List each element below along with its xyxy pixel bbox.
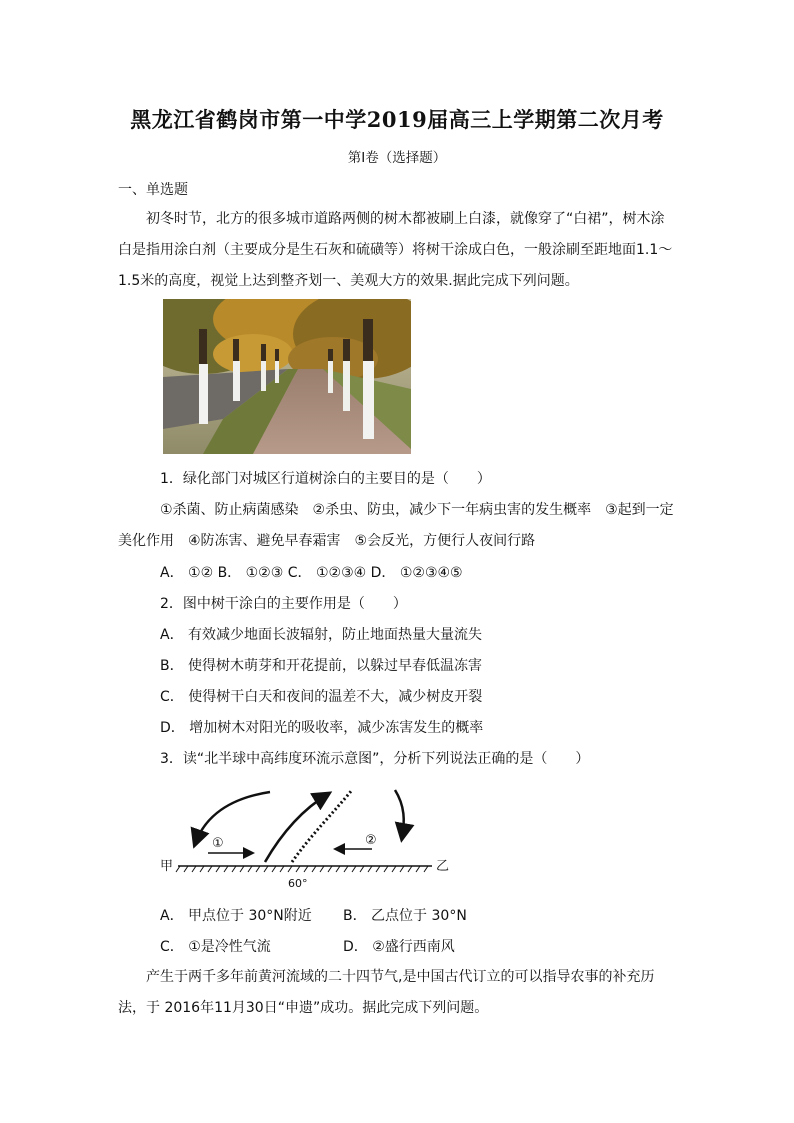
latitude-label: 60° [288,877,308,890]
marker-1: ① [212,836,224,851]
circulation-diagram [160,786,460,890]
q2-option-b: B． 使得树木萌芽和开花提前，以躲过早春低温冻害 [160,658,483,674]
q2-stem: 2．图中树干涂白的主要作用是（ ） [160,596,407,612]
q2-option-c: C． 使得树干白天和夜间的温差不大，减少树皮开裂 [160,689,483,705]
q1-options-line-2: 美化作用 ④防冻害、避免早春霜害 ⑤会反光，方便行人夜间行路 [118,533,536,549]
q1-options-line-1: ①杀菌、防止病菌感染 ②杀虫、防虫，减少下一年病虫害的发生概率 ③起到一定 [160,502,674,518]
section-heading: 一、单选题 [118,182,188,198]
q3-option-d: D． ②盛行西南风 [343,939,455,955]
q3-option-b: B． 乙点位于 30°N [343,908,467,924]
q3-stem: 3．读“北半球中高纬度环流示意图”，分析下列说法正确的是（ ） [160,751,590,767]
q1-stem: 1．绿化部门对城区行道树涂白的主要目的是（ ） [160,471,491,487]
q1-choices: A． ①② B． ①②③ C． ①②③④ D． ①②③④⑤ [160,565,463,581]
tree-whitewash-photo [163,299,411,454]
intro-paragraph-2: 产生于两千多年前黄河流域的二十四节气,是中国古代订立的可以指导农事的补充历法，于 2016年11月30日“申遗”成功。据此完成下列问题。 [118,969,655,1016]
q3-option-a: A． 甲点位于 30°N附近 [160,908,312,924]
q2-option-d: D． 增加树木对阳光的吸收率，减少冻害发生的概率 [160,720,484,736]
exam-title: 黑龙江省鹤岗市第一中学2019届高三上学期第二次月考 [130,107,664,132]
label-yi: 乙 [436,859,450,874]
q3-option-c: C． ①是冷性气流 [160,939,271,955]
label-jia: 甲 [160,859,174,874]
q2-option-a: A． 有效减少地面长波辐射，防止地面热量大量流失 [160,627,483,643]
marker-2: ② [365,833,377,848]
part-subtitle: 第I卷（选择题） [347,150,447,166]
intro-paragraph-1: 初冬时节，北方的很多城市道路两侧的树木都被刷上白漆，就像穿了“白裙”，树木涂白是指用涂白剂（主要成分是生石灰和硫磺等）将树干涂成白色，一般涂刷至距地面1.1～1.5米的高度，视觉上达到整齐划一、美观大方的效果.据此完成下列问题。 [118,211,673,289]
